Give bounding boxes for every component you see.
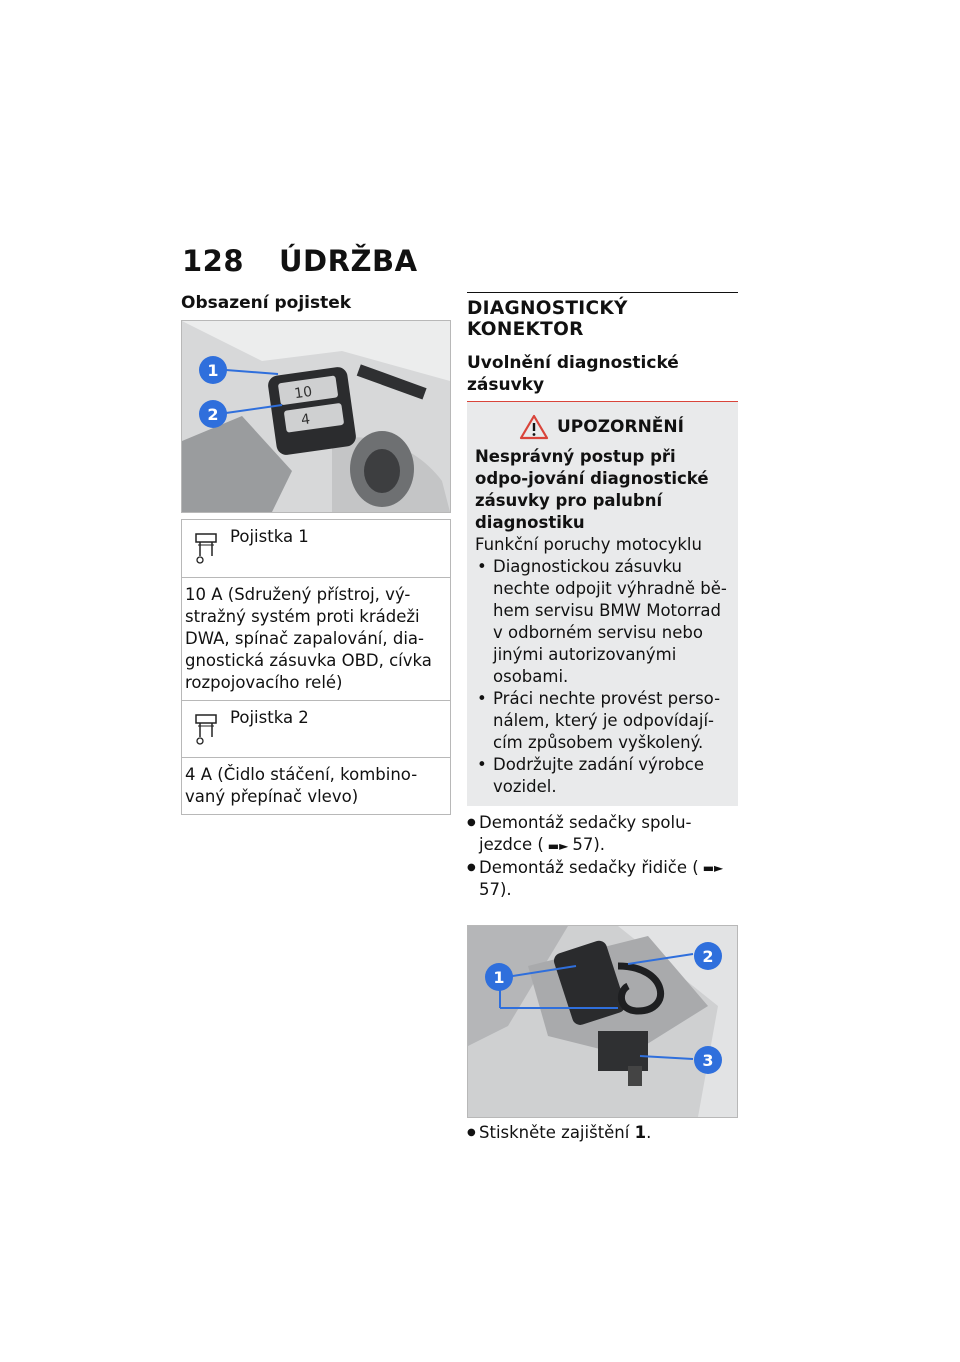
warning-lead: Nesprávný postup při odpo-jování diagnostické zásuvky pro palubní diagnostiku bbox=[475, 447, 709, 532]
svg-text:4: 4 bbox=[300, 411, 312, 429]
warning-title-text: UPOZORNĚNÍ bbox=[557, 417, 684, 437]
svg-text:2: 2 bbox=[207, 405, 219, 424]
left-column bbox=[181, 292, 451, 815]
step-item bbox=[467, 857, 738, 902]
fuse-2-label: Pojistka 2 bbox=[230, 708, 309, 727]
step-end: . bbox=[646, 1123, 652, 1142]
warning-title bbox=[475, 414, 728, 440]
page-number: 128 bbox=[182, 244, 245, 278]
svg-text:2: 2 bbox=[702, 947, 714, 966]
warning-effect: Funkční poruchy motocyklu bbox=[475, 535, 702, 554]
step-item bbox=[467, 1122, 738, 1144]
callout-1 bbox=[484, 962, 514, 992]
list-item: • Diagnostickou zásuvku nechte odpojit výhradně bě-hem servisu BMW Motorrad v odborném servisu nebo jinými autorizovanými osobami. bbox=[475, 556, 728, 688]
step-text: Demontáž sedačky spolu-jezdce ( bbox=[479, 813, 692, 854]
callout-2 bbox=[198, 399, 228, 429]
fuse-2-header bbox=[182, 700, 450, 757]
right-column bbox=[467, 292, 738, 1144]
list-item: • Práci nechte provést perso-nálem, který je odpovídají-cím způsobem vyškolený. bbox=[475, 688, 728, 754]
callout-1 bbox=[198, 355, 228, 385]
step-item bbox=[467, 812, 738, 857]
callout-3 bbox=[693, 1045, 723, 1075]
chapter-title: ÚDRŽBA bbox=[279, 244, 418, 278]
page-header bbox=[182, 244, 418, 278]
page-ref-arrow-icon: ▬► bbox=[702, 861, 724, 875]
steps-list bbox=[467, 812, 738, 901]
warning-icon bbox=[519, 414, 549, 440]
step-ref[interactable]: 57). bbox=[572, 835, 606, 854]
section-subtitle: Uvolnění diagnostické zásuvky bbox=[467, 352, 738, 402]
warning-box bbox=[467, 402, 738, 806]
step-text: Demontáž sedačky řidiče ( bbox=[479, 857, 699, 877]
fuse-table bbox=[181, 519, 451, 815]
fuse-1-header bbox=[182, 520, 450, 577]
fuse-photo bbox=[181, 320, 451, 513]
callout-2 bbox=[693, 941, 723, 971]
svg-text:1: 1 bbox=[493, 968, 505, 987]
fuse-subtitle: Obsazení pojistek bbox=[181, 293, 352, 313]
step-bold-ref: 1 bbox=[634, 1123, 647, 1142]
svg-text:3: 3 bbox=[702, 1051, 714, 1070]
warning-bullets bbox=[475, 556, 728, 798]
fuse-1-desc: 10 A (Sdružený přístroj, vý-stražný systém proti krádeži DWA, spínač zapalování, dia-gnostická zásuvka OBD, cívka rozpojovacího relé) bbox=[182, 577, 450, 700]
fuse-icon bbox=[186, 526, 230, 570]
fuse-1-label: Pojistka 1 bbox=[230, 527, 309, 546]
svg-text:10: 10 bbox=[293, 383, 314, 403]
final-step-list bbox=[467, 1122, 738, 1144]
fuse-icon bbox=[186, 707, 230, 751]
page-ref-arrow-icon: ▬► bbox=[547, 838, 569, 853]
step-text: Stiskněte zajištění bbox=[479, 1123, 635, 1142]
connector-photo bbox=[467, 925, 738, 1118]
fuse-2-desc: 4 A (Čidlo stáčení, kombino-vaný přepínač vlevo) bbox=[182, 757, 450, 814]
step-ref[interactable]: 57). bbox=[479, 880, 512, 899]
list-item: • Dodržujte zadání výrobce vozidel. bbox=[475, 754, 728, 798]
svg-text:1: 1 bbox=[207, 361, 219, 380]
section-title: DIAGNOSTICKÝ KONEKTOR bbox=[467, 292, 738, 340]
